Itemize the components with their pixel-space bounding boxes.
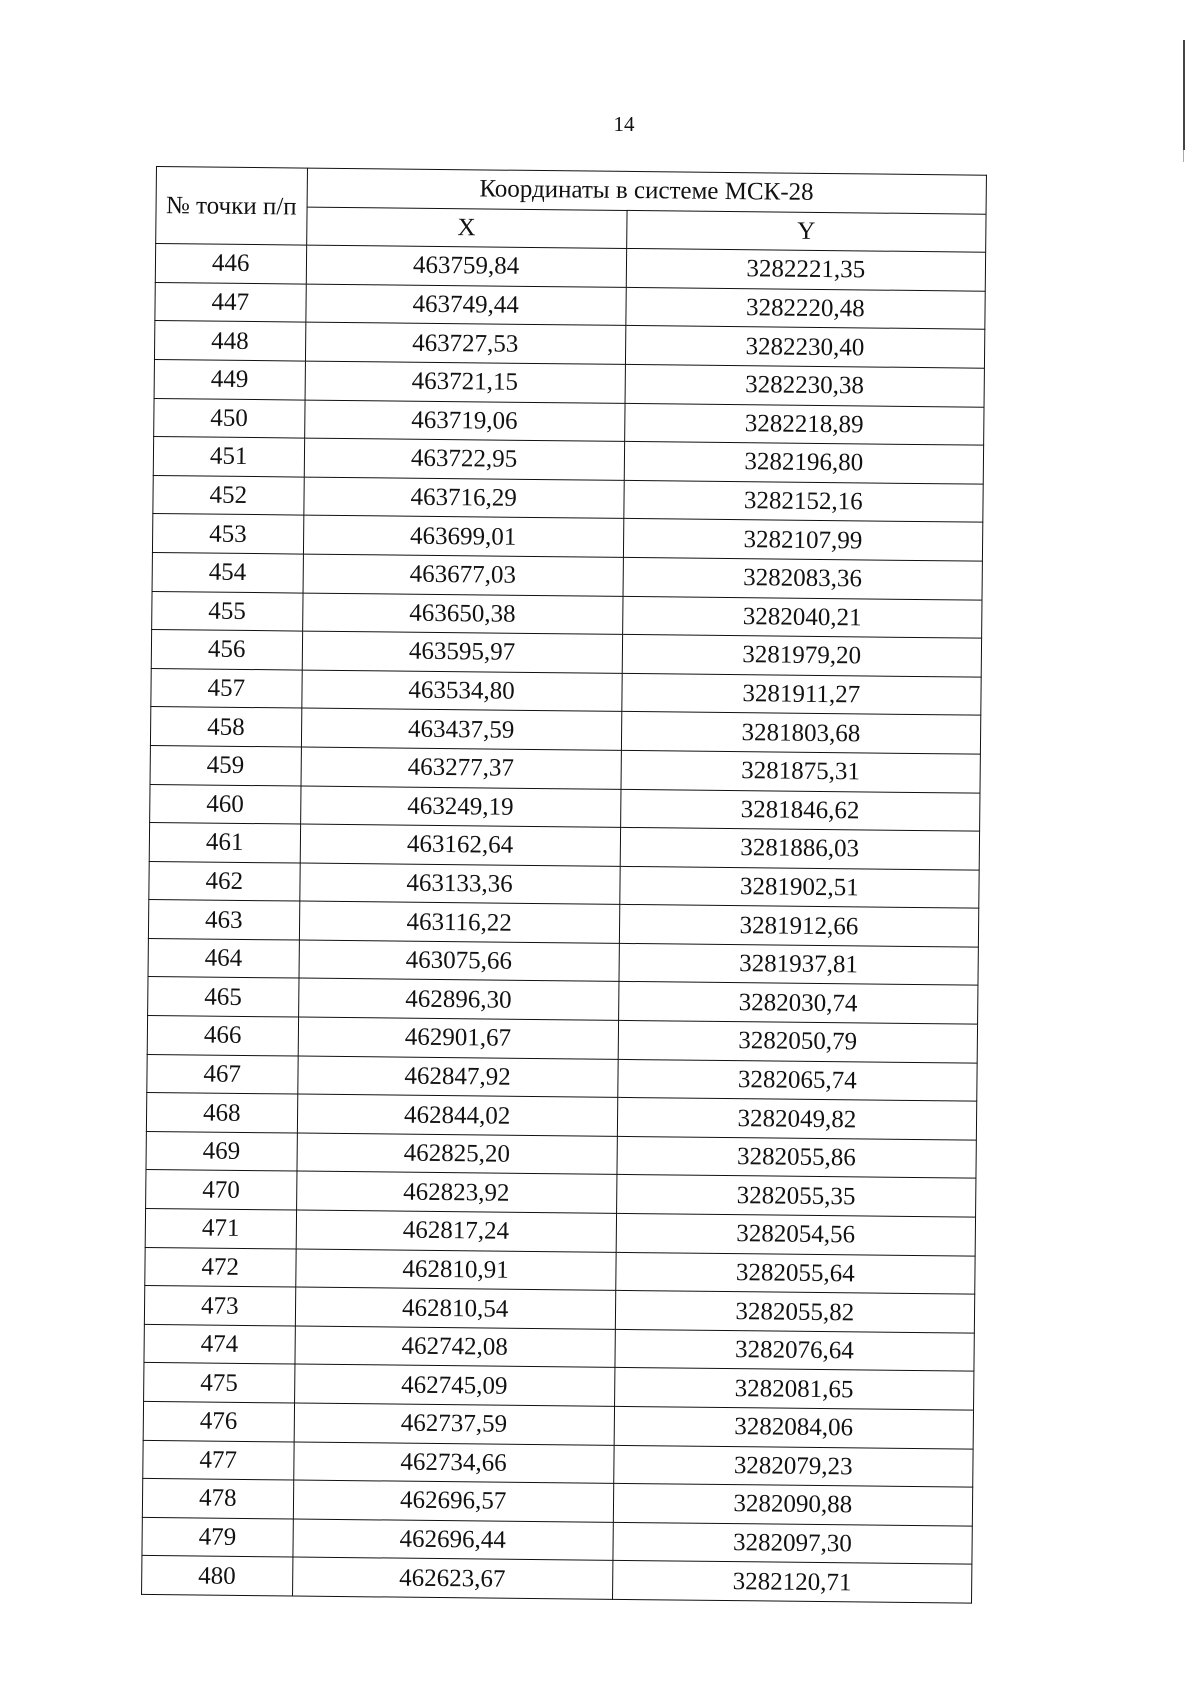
cell-point-number: 467 bbox=[147, 1054, 298, 1094]
cell-y-coordinate: 3281886,03 bbox=[620, 827, 980, 869]
cell-point-number: 451 bbox=[153, 437, 304, 477]
table-row bbox=[142, 1556, 972, 1603]
cell-y-coordinate: 3281902,51 bbox=[619, 866, 979, 908]
cell-point-number: 480 bbox=[142, 1556, 293, 1596]
cell-x-coordinate: 463722,95 bbox=[304, 438, 625, 480]
cell-y-coordinate: 3282054,56 bbox=[616, 1213, 976, 1255]
cell-x-coordinate: 463677,03 bbox=[303, 554, 624, 596]
cell-point-number: 468 bbox=[146, 1093, 297, 1133]
cell-point-number: 466 bbox=[147, 1016, 298, 1056]
column-header-y: Y bbox=[626, 210, 986, 252]
cell-y-coordinate: 3282230,40 bbox=[625, 326, 985, 368]
cell-y-coordinate: 3282055,64 bbox=[615, 1252, 975, 1294]
cell-point-number: 469 bbox=[146, 1131, 297, 1171]
cell-y-coordinate: 3282090,88 bbox=[613, 1484, 973, 1526]
cell-x-coordinate: 462742,08 bbox=[294, 1326, 615, 1368]
cell-point-number: 463 bbox=[148, 900, 299, 940]
cell-point-number: 473 bbox=[144, 1286, 295, 1326]
cell-y-coordinate: 3282030,74 bbox=[618, 982, 978, 1024]
cell-x-coordinate: 463650,38 bbox=[302, 593, 623, 635]
cell-x-coordinate: 463716,29 bbox=[303, 477, 624, 519]
cell-x-coordinate: 462810,54 bbox=[295, 1287, 616, 1329]
cell-x-coordinate: 463721,15 bbox=[305, 361, 626, 403]
cell-point-number: 471 bbox=[145, 1208, 296, 1248]
cell-point-number: 450 bbox=[154, 398, 305, 438]
cell-y-coordinate: 3282055,35 bbox=[616, 1175, 976, 1217]
cell-point-number: 470 bbox=[146, 1170, 297, 1210]
cell-x-coordinate: 462734,66 bbox=[293, 1442, 614, 1484]
cell-point-number: 452 bbox=[153, 475, 304, 515]
cell-y-coordinate: 3282079,23 bbox=[613, 1445, 973, 1487]
cell-x-coordinate: 462847,92 bbox=[297, 1056, 618, 1098]
cell-point-number: 455 bbox=[152, 591, 303, 631]
cell-point-number: 449 bbox=[154, 359, 305, 399]
cell-x-coordinate: 463437,59 bbox=[301, 708, 622, 750]
cell-x-coordinate: 463749,44 bbox=[305, 284, 626, 326]
cell-y-coordinate: 3282120,71 bbox=[612, 1561, 972, 1603]
cell-x-coordinate: 462737,59 bbox=[294, 1403, 615, 1445]
cell-point-number: 476 bbox=[143, 1401, 294, 1441]
cell-y-coordinate: 3281875,31 bbox=[621, 750, 981, 792]
cell-y-coordinate: 3281846,62 bbox=[620, 789, 980, 831]
cell-x-coordinate: 463727,53 bbox=[305, 322, 626, 364]
cell-point-number: 460 bbox=[150, 784, 301, 824]
cell-y-coordinate: 3281979,20 bbox=[622, 635, 982, 677]
column-header-x: X bbox=[306, 207, 627, 249]
cell-x-coordinate: 463534,80 bbox=[301, 670, 622, 712]
cell-point-number: 446 bbox=[155, 244, 306, 284]
cell-x-coordinate: 462844,02 bbox=[297, 1094, 618, 1136]
cell-point-number: 461 bbox=[149, 823, 300, 863]
cell-x-coordinate: 463719,06 bbox=[304, 400, 625, 442]
cell-y-coordinate: 3282084,06 bbox=[614, 1406, 974, 1448]
cell-point-number: 477 bbox=[143, 1440, 294, 1480]
cell-x-coordinate: 463116,22 bbox=[299, 901, 620, 943]
cell-x-coordinate: 462901,67 bbox=[298, 1017, 619, 1059]
cell-point-number: 475 bbox=[144, 1363, 295, 1403]
cell-y-coordinate: 3282081,65 bbox=[614, 1368, 974, 1410]
cell-x-coordinate: 462823,92 bbox=[296, 1171, 617, 1213]
cell-y-coordinate: 3282049,82 bbox=[617, 1098, 977, 1140]
cell-x-coordinate: 463162,64 bbox=[300, 824, 621, 866]
cell-y-coordinate: 3282097,30 bbox=[613, 1522, 973, 1564]
column-header-coordinates: Координаты в системе МСК-28 bbox=[307, 168, 987, 214]
cell-point-number: 465 bbox=[148, 977, 299, 1017]
cell-point-number: 479 bbox=[142, 1517, 293, 1557]
cell-point-number: 462 bbox=[149, 861, 300, 901]
cell-x-coordinate: 463249,19 bbox=[300, 786, 621, 828]
cell-point-number: 456 bbox=[151, 630, 302, 670]
cell-y-coordinate: 3282152,16 bbox=[624, 480, 984, 522]
cell-y-coordinate: 3281911,27 bbox=[621, 673, 981, 715]
cell-x-coordinate: 462696,57 bbox=[293, 1480, 614, 1522]
cell-point-number: 474 bbox=[144, 1324, 295, 1364]
cell-point-number: 448 bbox=[154, 321, 305, 361]
cell-point-number: 459 bbox=[150, 745, 301, 785]
column-header-point-number: № точки п/п bbox=[156, 167, 307, 246]
cell-x-coordinate: 463075,66 bbox=[299, 940, 620, 982]
cell-y-coordinate: 3282040,21 bbox=[622, 596, 982, 638]
cell-y-coordinate: 3282107,99 bbox=[623, 519, 983, 561]
cell-y-coordinate: 3281912,66 bbox=[619, 905, 979, 947]
cell-point-number: 464 bbox=[148, 938, 299, 978]
cell-y-coordinate: 3282083,36 bbox=[623, 557, 983, 599]
cell-point-number: 472 bbox=[145, 1247, 296, 1287]
cell-x-coordinate: 462825,20 bbox=[297, 1133, 618, 1175]
cell-y-coordinate: 3282230,38 bbox=[625, 364, 985, 406]
cell-point-number: 453 bbox=[152, 514, 303, 554]
cell-x-coordinate: 462896,30 bbox=[298, 979, 619, 1021]
cell-x-coordinate: 462810,91 bbox=[295, 1249, 616, 1291]
cell-y-coordinate: 3282050,79 bbox=[618, 1020, 978, 1062]
cell-point-number: 478 bbox=[142, 1479, 293, 1519]
cell-x-coordinate: 462745,09 bbox=[294, 1364, 615, 1406]
cell-y-coordinate: 3282220,48 bbox=[626, 287, 986, 329]
page-number: 14 bbox=[613, 112, 635, 136]
cell-x-coordinate: 463277,37 bbox=[301, 747, 622, 789]
cell-y-coordinate: 3282076,64 bbox=[615, 1329, 975, 1371]
cell-y-coordinate: 3281937,81 bbox=[619, 943, 979, 985]
cell-point-number: 457 bbox=[151, 668, 302, 708]
cell-y-coordinate: 3281803,68 bbox=[621, 712, 981, 754]
table-body bbox=[142, 244, 986, 1603]
cell-x-coordinate: 462817,24 bbox=[296, 1210, 617, 1252]
cell-x-coordinate: 463595,97 bbox=[302, 631, 623, 673]
scan-edge-line bbox=[1183, 150, 1184, 162]
cell-y-coordinate: 3282065,74 bbox=[617, 1059, 977, 1101]
cell-point-number: 447 bbox=[155, 282, 306, 322]
cell-y-coordinate: 3282218,89 bbox=[624, 403, 984, 445]
cell-x-coordinate: 462696,44 bbox=[292, 1519, 613, 1561]
cell-x-coordinate: 462623,67 bbox=[292, 1557, 613, 1599]
cell-y-coordinate: 3282196,80 bbox=[624, 442, 984, 484]
coordinates-table bbox=[141, 166, 987, 1604]
cell-y-coordinate: 3282055,86 bbox=[617, 1136, 977, 1178]
cell-x-coordinate: 463699,01 bbox=[303, 515, 624, 557]
cell-x-coordinate: 463133,36 bbox=[299, 863, 620, 905]
cell-point-number: 454 bbox=[152, 552, 303, 592]
cell-y-coordinate: 3282221,35 bbox=[626, 249, 986, 291]
cell-y-coordinate: 3282055,82 bbox=[615, 1291, 975, 1333]
cell-point-number: 458 bbox=[150, 707, 301, 747]
cell-x-coordinate: 463759,84 bbox=[306, 245, 627, 287]
